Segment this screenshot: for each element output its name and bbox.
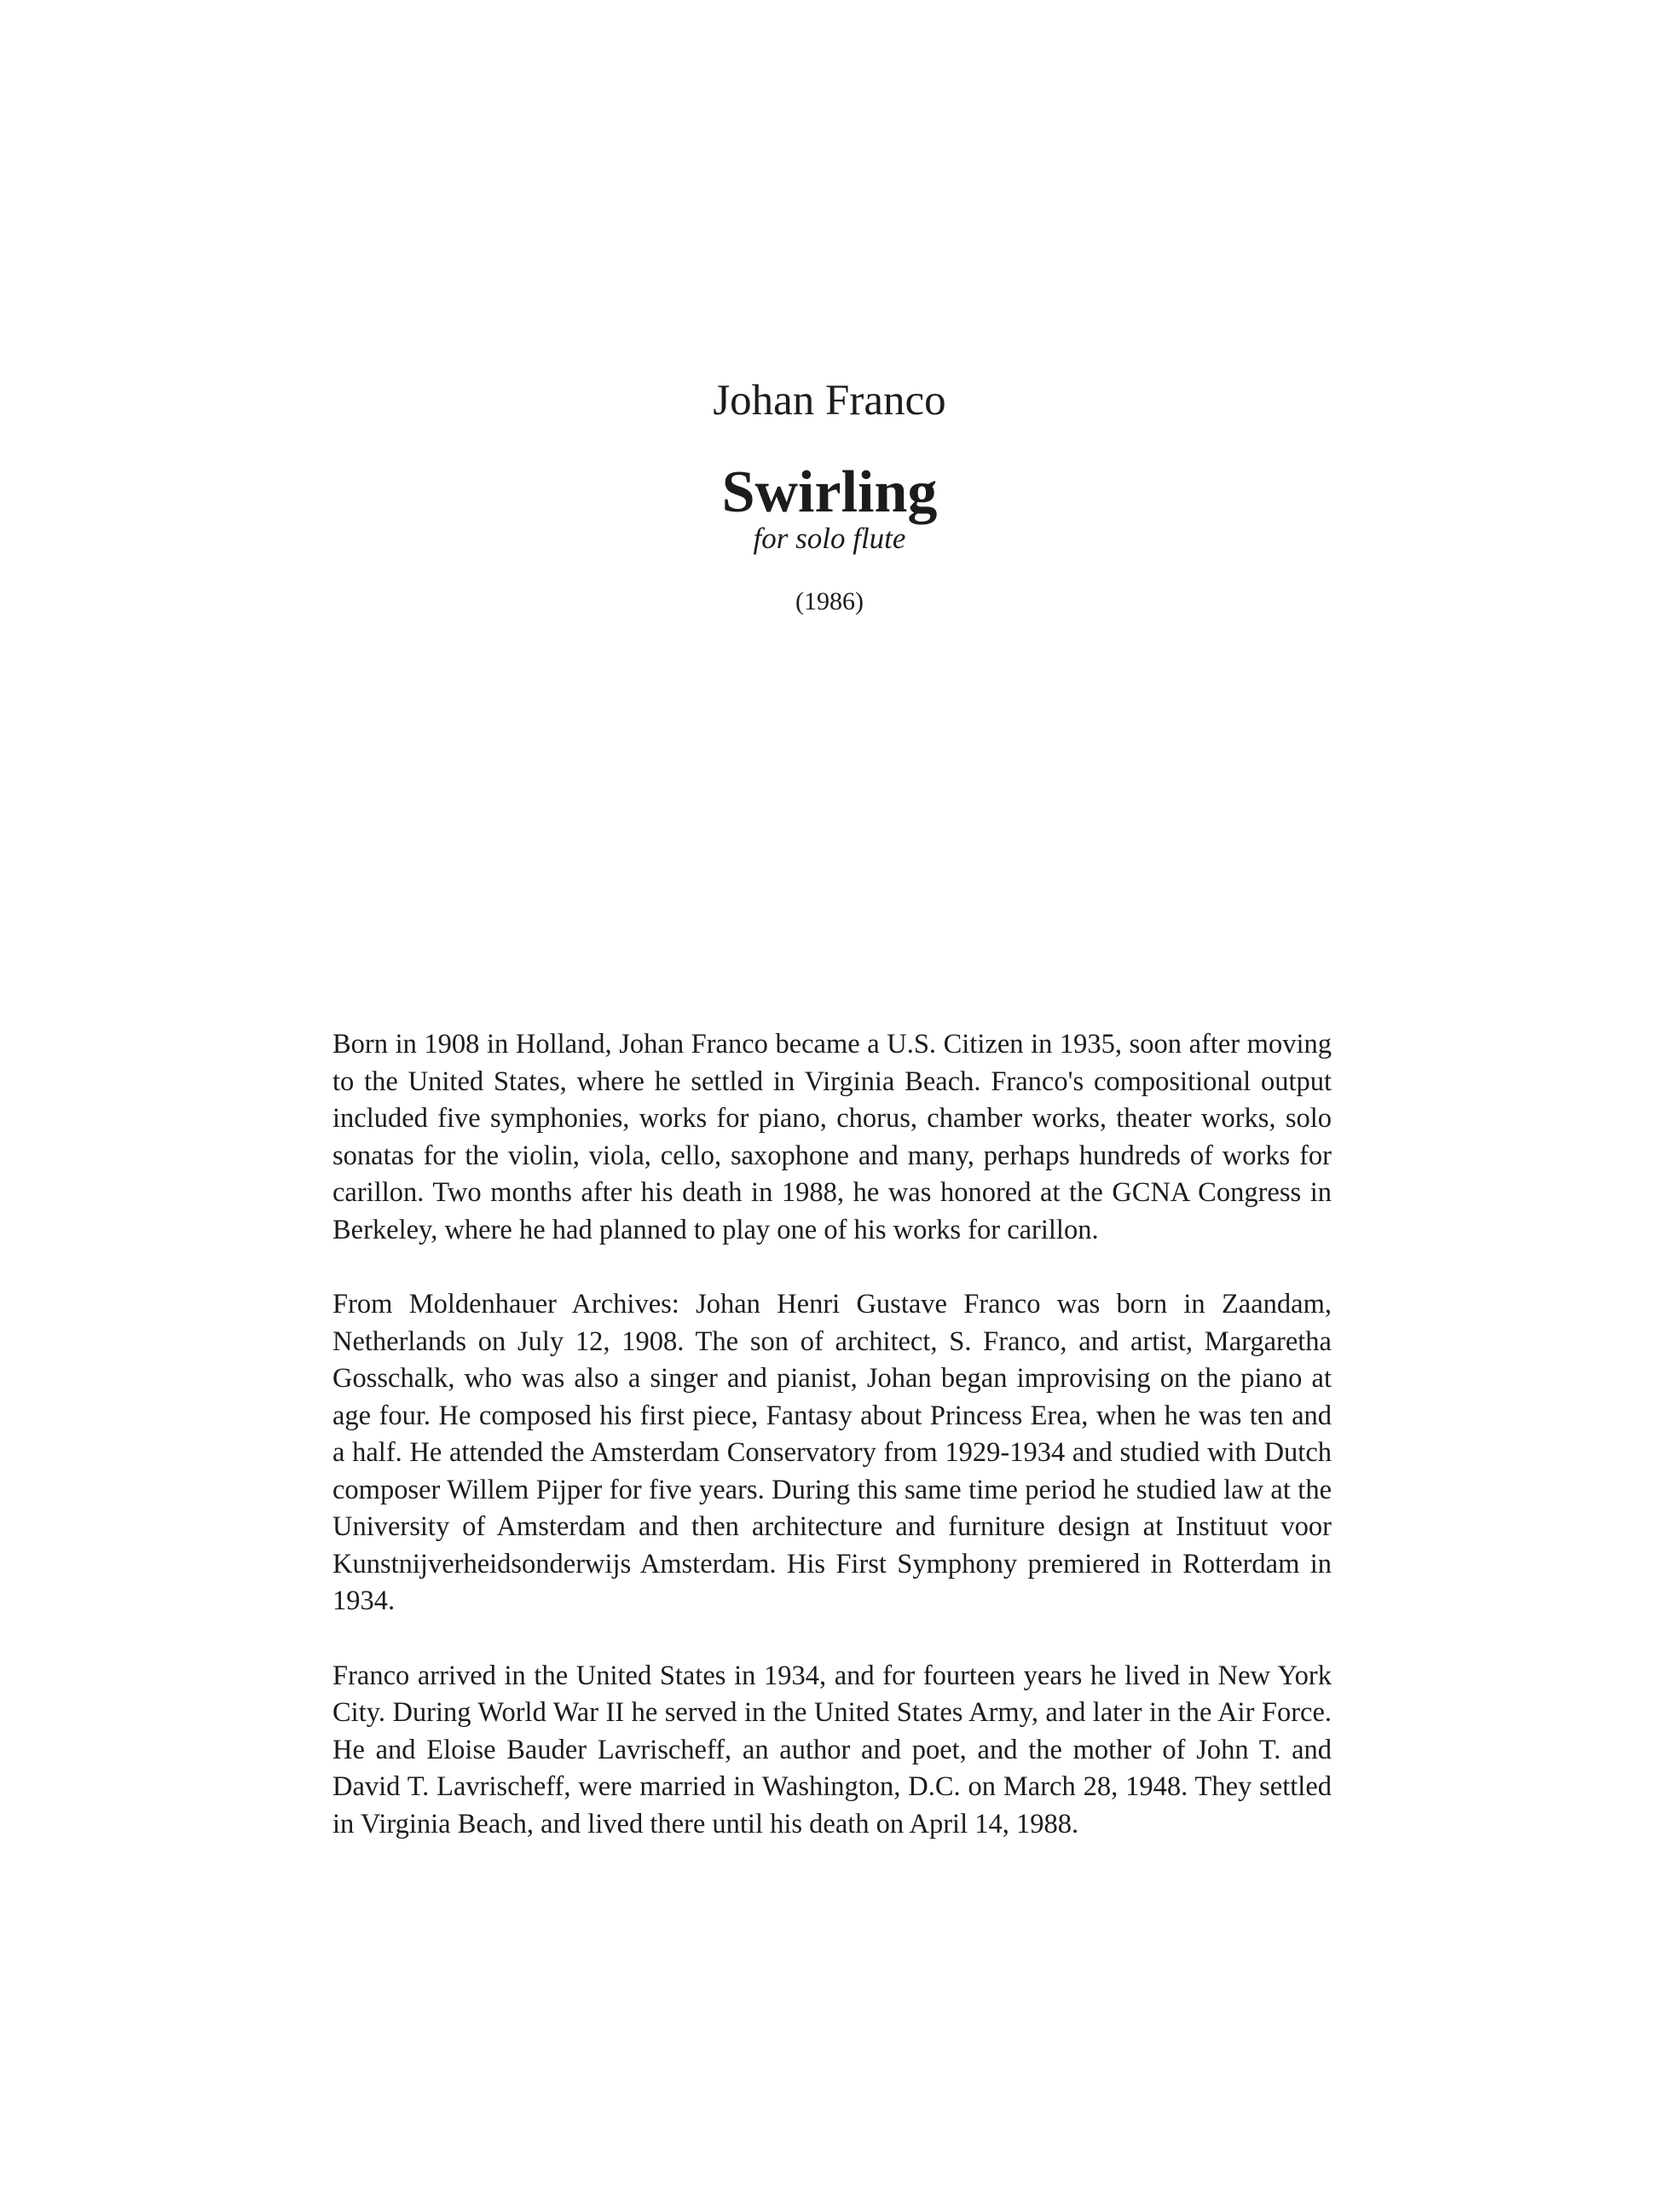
- biography-paragraph-2: From Moldenhauer Archives: Johan Henri Gustave Franco was born in Zaandam, Netherlands on July 12, 1908. The son of architect, S. Franco, and artist, Margaretha Gosschalk, who was also a singer and pianist, Johan began improvising on the piano at age four. He composed his first piece, Fantasy about Princess Erea, when he was ten and a half. He attended the Amsterdam Conservatory from 1929-1934 and studied with Dutch composer Willem Pijper for five years. During this same time period he studied law at the University of Amsterdam and then architecture and furniture design at Instituut voor Kunstnijverheidsonderwijs Amsterdam. His First Symphony premiered in Rotterdam in 1934.: [332, 1289, 1332, 1616]
- biography-paragraph-1: Born in 1908 in Holland, Johan Franco became a U.S. Citizen in 1935, soon after moving to the United States, where he settled in Virginia Beach. Franco's compositional output included five symphonies, works for piano, chorus, chamber works, theater works, solo sonatas for the violin, viola, cello, saxophone and many, perhaps hundreds of works for carillon. Two months after his death in 1988, he was honored at the GCNA Congress in Berkeley, where he had planned to play one of his works for carillon.: [332, 1029, 1332, 1245]
- piece-subtitle: for solo flute: [753, 522, 906, 555]
- composer-name: Johan Franco: [713, 377, 946, 424]
- composition-year: (1986): [795, 587, 864, 615]
- piece-title: Swirling: [721, 459, 938, 525]
- biography: [332, 1026, 1332, 1880]
- biography-paragraph-3: Franco arrived in the United States in 1934, and for fourteen years he lived in New York City. During World War II he served in the United States Army, and later in the Air Force. He and Eloise Bauder Lavrischeff, an author and poet, and the mother of John T. and David T. Lavrischeff, were married in Washington, D.C. on March 28, 1948. They settled in Virginia Beach, and lived there until his death on April 14, 1988.: [332, 1660, 1332, 1839]
